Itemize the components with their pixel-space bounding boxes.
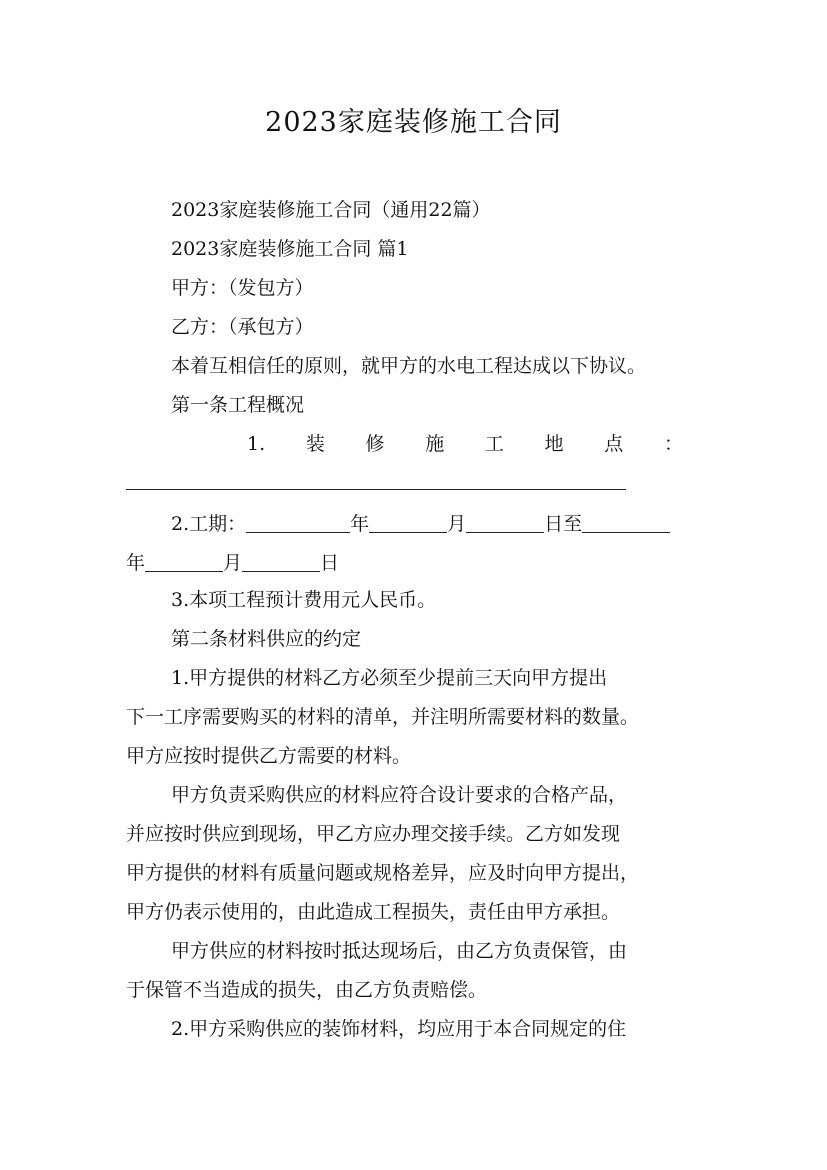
site-char: ：	[663, 433, 683, 455]
year-label: 年	[350, 513, 370, 535]
body-line: 甲方供应的材料按时抵达现场后，由乙方负责保管，由	[171, 940, 628, 962]
body-line: 下一工序需要购买的材料的清单，并注明所需要材料的数量。	[126, 706, 640, 728]
site-location-line	[247, 435, 683, 454]
site-char: 点	[604, 433, 624, 455]
party-a-line: 甲方：（发包方）	[171, 277, 314, 299]
agreement-intro-line: 本着互相信任的原则，就甲方的水电工程达成以下协议。	[171, 355, 647, 377]
section-heading: 2023家庭装修施工合同 篇1	[171, 238, 409, 260]
body-line: 甲方负责采购供应的材料应符合设计要求的合格产品，	[171, 784, 628, 806]
day-to-label: 日至	[544, 513, 583, 535]
body-line: 甲方应按时提供乙方需要的材料。	[126, 745, 412, 767]
day-blank	[466, 513, 544, 533]
party-b-line: 乙方：（承包方）	[171, 316, 314, 338]
subtitle-line: 2023家庭装修施工合同（通用22篇）	[171, 199, 491, 221]
article-1-heading: 第一条工程概况	[171, 394, 305, 416]
period-end-line	[126, 552, 706, 573]
body-line: 并应按时供应到现场，甲乙方应办理交接手续。乙方如发现	[126, 823, 621, 845]
article-2-heading: 第二条材料供应的约定	[171, 628, 362, 650]
site-char: 修	[365, 433, 385, 455]
year-blank	[246, 513, 350, 533]
day-label: 日	[320, 552, 340, 574]
site-char: 施	[425, 433, 445, 455]
body-line: 甲方仍表示使用的，由此造成工程损失，责任由甲方承担。	[126, 901, 621, 923]
end-month-blank	[145, 552, 223, 572]
month-label: 月	[223, 552, 243, 574]
period-line	[126, 513, 751, 534]
document-title: 2023家庭装修施工合同	[265, 107, 562, 138]
period-label: 2.工期：	[171, 513, 247, 535]
month-blank	[369, 513, 447, 533]
end-day-blank	[242, 552, 320, 572]
cost-line: 3.本项工程预计费用元人民币。	[171, 589, 437, 611]
year-label: 年	[126, 552, 146, 574]
body-line: 1.甲方提供的材料乙方必须至少提前三天向甲方提出	[171, 667, 608, 689]
body-line: 于保管不当造成的损失，由乙方负责赔偿。	[126, 979, 488, 1001]
month-label: 月	[447, 513, 467, 535]
body-line: 甲方提供的材料有质量问题或规格差异，应及时向甲方提出，	[126, 862, 640, 884]
end-year-blank	[582, 513, 670, 533]
site-char: 工	[484, 433, 504, 455]
site-char: 装	[305, 433, 325, 455]
site-fill-in-blank	[126, 489, 626, 490]
site-char: 地	[544, 433, 564, 455]
site-char: 1.	[247, 433, 266, 455]
body-line: 2.甲方采购供应的装饰材料，均应用于本合同规定的住	[171, 1018, 627, 1040]
